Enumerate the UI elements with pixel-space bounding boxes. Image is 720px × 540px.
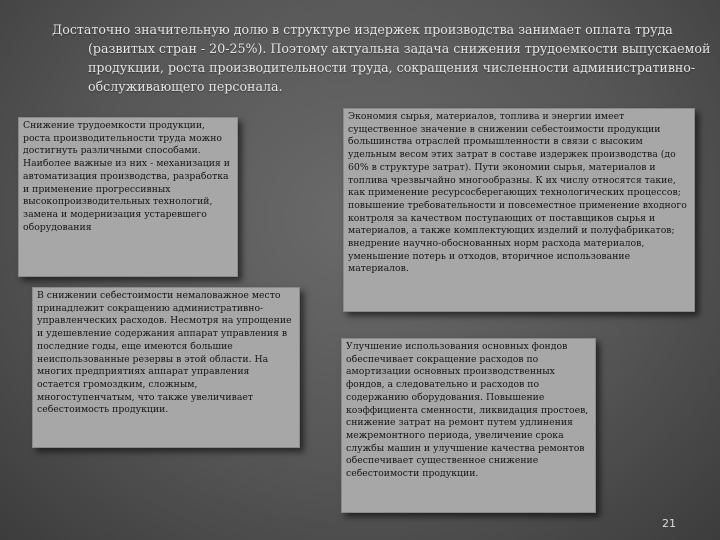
admin-costs-box: В снижении себестоимости немаловажное место принадлежит сокращению административно-управленческих расходов. Несмотря на упрощение и удешевление содержания аппарат управления в последние годы, еще имеются большие неиспользованные резервы в этой области. На многих предприятиях аппарат управления остается громоздким, сложным, многоступенчатым, что также увеличивает себестоимость продукции. [32,287,300,448]
labor-productivity-box: Снижение трудоемкости продукции, роста производительности труда можно достигнуть различными способами. Наиболее важные из них - механизация и автоматизация производства, разработка и применение прогрессивных высокопроизводительных технологий, замена и модернизация устаревшего оборудования [18,117,238,277]
page-number: 21 [662,517,676,530]
intro-paragraph: Достаточно значительную долю в структуре издержек производства занимает оплата труда (развитых стран - 20-25%). Поэтому актуальна задача снижения трудоемкости выпускаемой продукции, роста производительности труда, сокращения численности административно-обслуживающего персонала. [52,22,711,94]
materials-economy-box: Экономия сырья, материалов, топлива и энергии имеет существенное значение в снижении себестоимости продукции большинства отраслей промышленности в связи с высоким удельным весом этих затрат в составе издержек производства (до 60% в структуре затрат). Пути экономии сырья, материалов и топлива чрезвычайно многообразны. К их числу относятся такие, как применение ресурсосберегающих технологических процессов; повышение требовательности и повсеместное применение входного контроля за качеством поступающих от поставщиков сырья и материалов, а также комплектующих изделий и полуфабрикатов; внедрение научно-обоснованных норм расхода материалов, уменьшение потерь и отходов, вторичное использование материалов. [343,108,695,312]
fixed-assets-box: Улучшение использования основных фондов обеспечивает сокращение расходов по амортизации основных производственных фондов, а следовательно и расходов по содержанию оборудования. Повышение коэффициента сменности, ликвидация простоев, снижение затрат на ремонт путем удлинения межремонтного периода, увеличение срока службы машин и улучшение качества ремонтов обеспечивает существенное снижение себестоимости продукции. [341,338,596,513]
